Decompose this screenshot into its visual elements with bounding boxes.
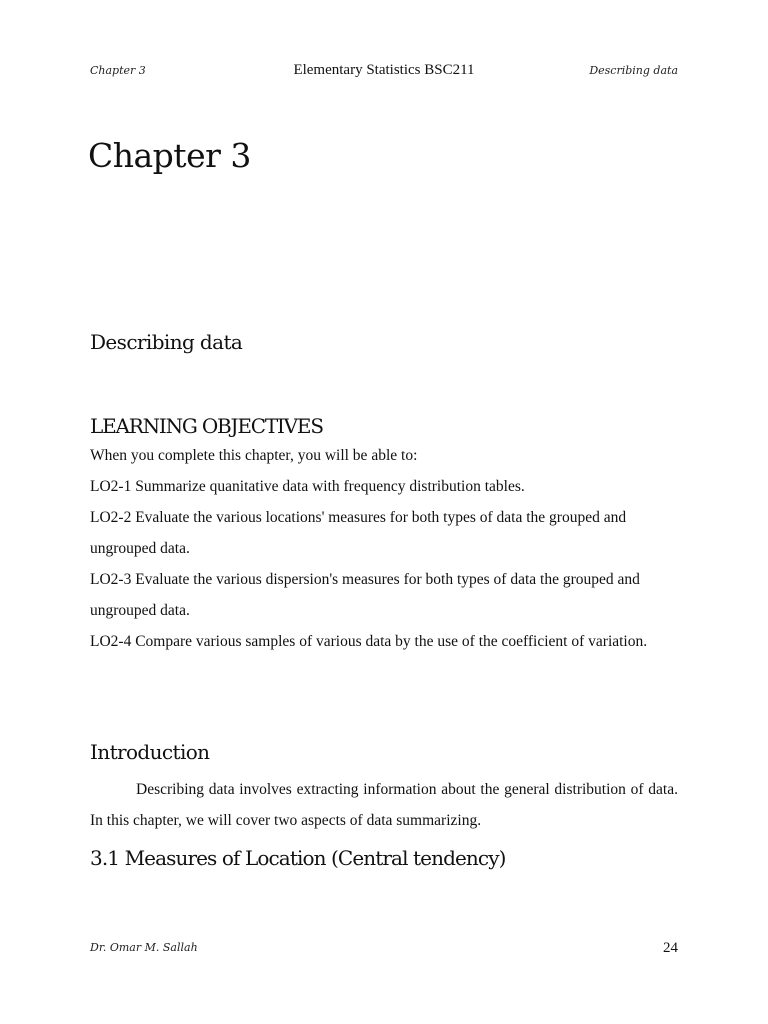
lo-intro-line: When you complete this chapter, you will be able to: xyxy=(90,447,418,464)
footer-author: Dr. Omar M. Sallah xyxy=(90,941,198,954)
lo-item: LO2-1 Summarize quanitative data with frequency distribution tables. xyxy=(90,478,525,495)
introduction-paragraph: Describing data involves extracting information about the general distribution of data. In this chapter, we will cover two aspects of data summarizing. xyxy=(90,781,678,829)
section-heading-describing-data: Describing data xyxy=(90,330,243,354)
introduction-heading: Introduction xyxy=(90,740,210,764)
lo-item: LO2-4 Compare various samples of various data by the use of the coefficient of variation. xyxy=(90,633,648,650)
header-course-title: Elementary Statistics BSC211 xyxy=(293,62,475,78)
footer-page-number: 24 xyxy=(663,940,678,956)
introduction-body xyxy=(90,774,678,836)
header-section-label: Describing data xyxy=(589,64,678,77)
chapter-title: Chapter 3 xyxy=(88,136,251,175)
header-chapter-label: Chapter 3 xyxy=(90,64,146,77)
lo-item: LO2-3 Evaluate the various dispersion's measures for both types of data the grouped and ungrouped data. xyxy=(90,571,640,619)
learning-objectives-list xyxy=(90,440,682,657)
section-3-1-heading: 3.1 Measures of Location (Central tendency) xyxy=(90,846,506,870)
learning-objectives-heading: LEARNING OBJECTIVES xyxy=(90,414,323,438)
lo-item: LO2-2 Evaluate the various locations' measures for both types of data the grouped and ungrouped data. xyxy=(90,509,627,557)
